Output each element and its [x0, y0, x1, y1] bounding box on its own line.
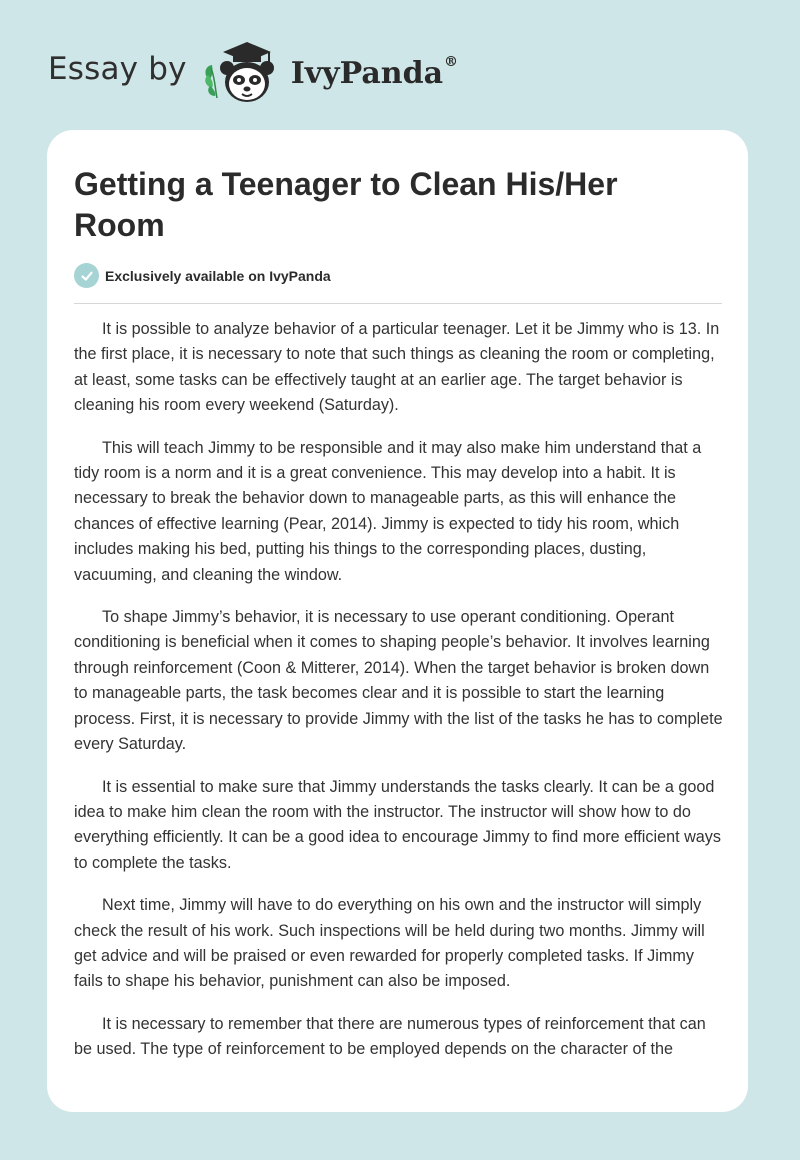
brand-name[interactable] — [290, 53, 459, 91]
paragraph: Next time, Jimmy will have to do everything on his own and the instructor will simply check the result of his work. Such inspections will be held during two months. Jimmy will get advice and will be praised or even rewarded for properly completed tasks. If Jimmy fails to shape his behavior, punishment can also be imposed. — [74, 896, 705, 991]
panda-logo-icon[interactable] — [201, 38, 285, 108]
exclusive-badge-label: Exclusively available on IvyPanda — [105, 267, 331, 284]
check-circle-icon — [74, 263, 99, 288]
paragraph: This will teach Jimmy to be responsible and it may also make him understand that a tidy room is a norm and it is a great convenience. This may develop into a habit. It is necessary to break the behavior down to manageable parts, as this will enhance the chances of effective learning (Pear, 2014). Jimmy is expected to tidy his room, which includes making his bed, putting his things to the corresponding places, dusting, vacuuming, and cleaning the window. — [74, 438, 702, 584]
paragraph: It is essential to make sure that Jimmy understands the tasks clearly. It can be a good idea to make him clean the room with the instructor. The instructor will show how to do everything efficiently. It can be a good idea to encourage Jimmy to find more efficient ways to complete the tasks. — [74, 777, 721, 872]
essay-title: Getting a Teenager to Clean His/Her Room — [74, 166, 618, 243]
essay-by-label: Essay by — [48, 51, 187, 87]
paragraph: To shape Jimmy’s behavior, it is necessary to use operant conditioning. Operant conditioning is beneficial when it comes to shaping people’s behavior. It involves learning through reinforcement (Coon & Mitterer, 2014). When the target behavior is broken down to manageable parts, the task becomes clear and it is possible to start the learning process. First, it is necessary to provide Jimmy with the list of the tasks he has to complete every Saturday. — [74, 608, 723, 754]
paragraph: It is necessary to remember that there are numerous types of reinforcement that can be used. The type of reinforcement to be employed depends on the character of the — [74, 1014, 706, 1059]
exclusive-badge — [74, 263, 331, 288]
essay-body — [74, 317, 724, 1080]
title-divider — [74, 303, 722, 304]
essay-card — [47, 130, 748, 1112]
registered-mark: ® — [444, 53, 459, 70]
paragraph: It is possible to analyze behavior of a particular teenager. Let it be Jimmy who is 13. In the first place, it is necessary to note that such things as cleaning the room or completing, at least, some tasks can be effectively taught at an earlier age. The target behavior is cleaning his room every weekend (Saturday). — [74, 320, 720, 415]
brand-text: IvyPanda — [290, 55, 444, 91]
site-header — [48, 38, 458, 108]
